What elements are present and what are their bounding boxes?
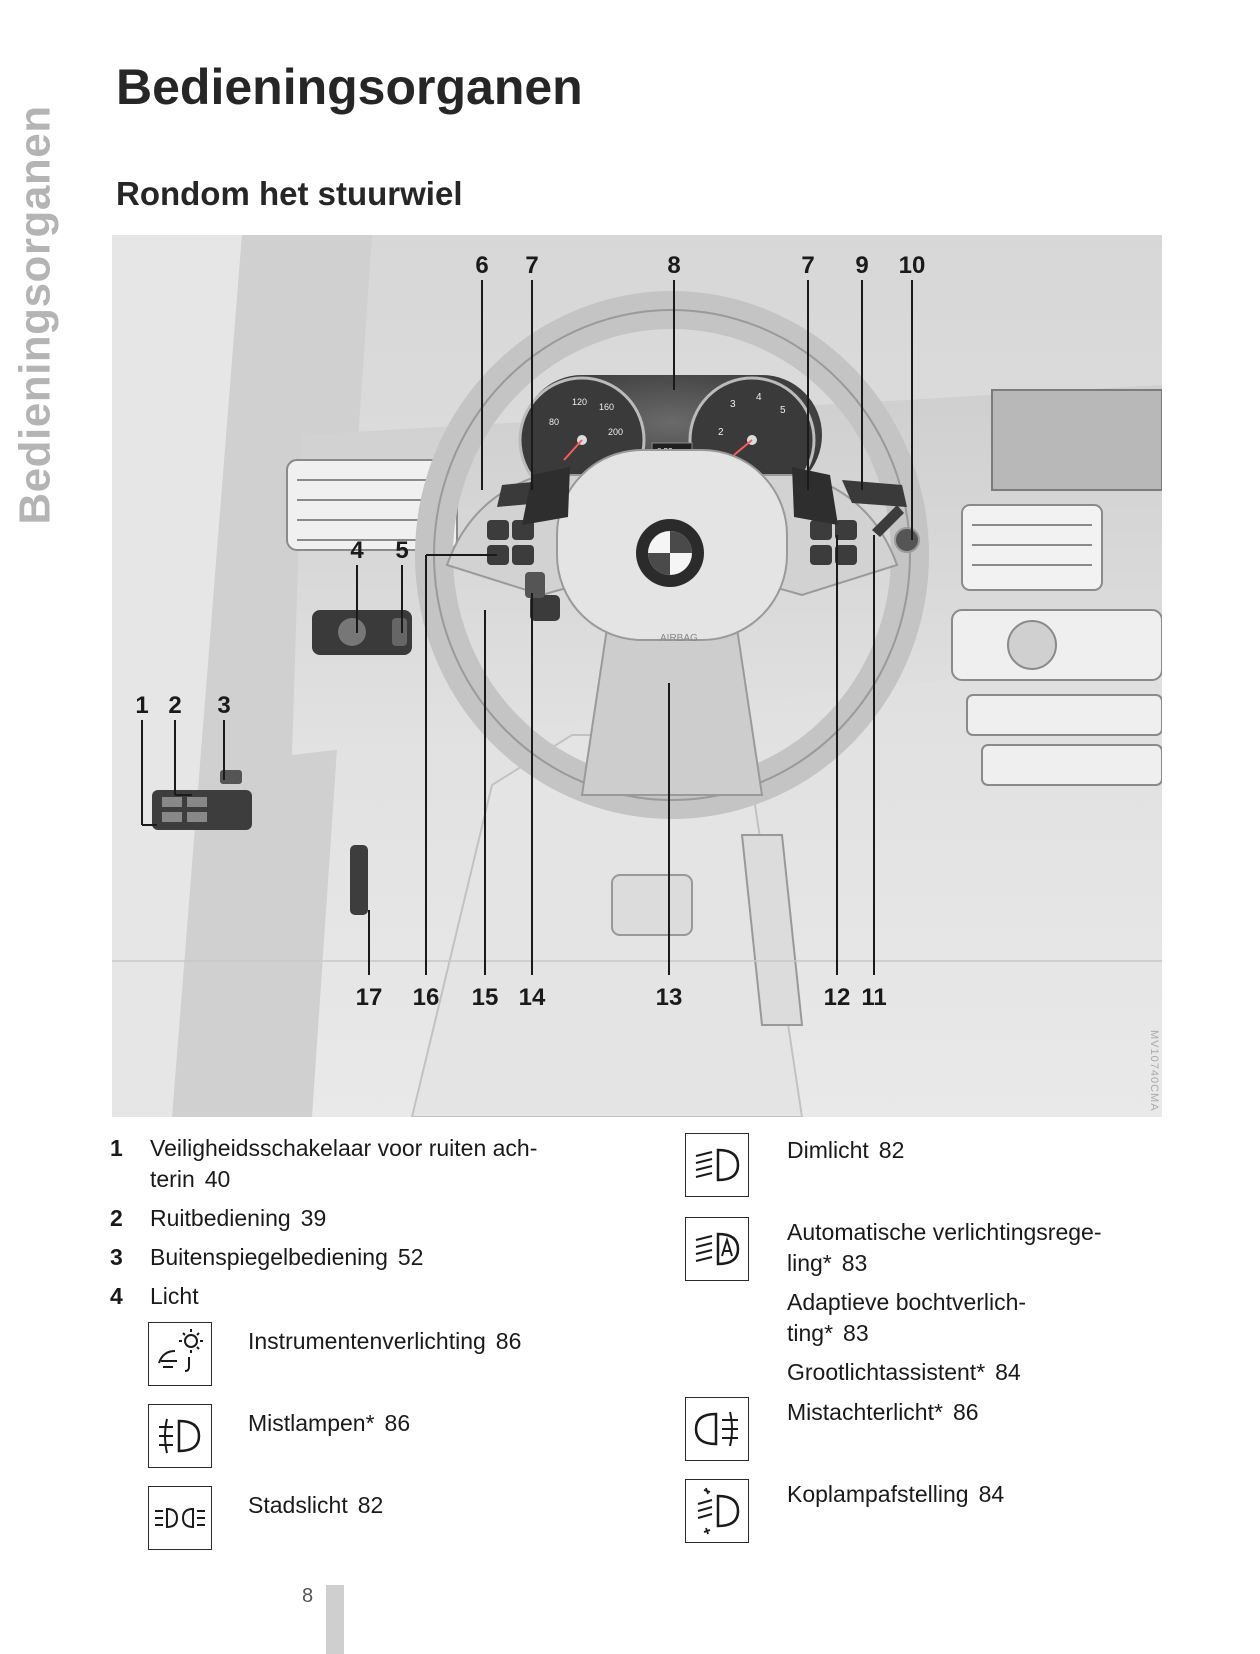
instrument-lighting-icon bbox=[148, 1322, 212, 1386]
fog-lamp-icon bbox=[148, 1404, 212, 1468]
rear-fog-lamp-icon bbox=[685, 1397, 749, 1461]
icon-label: Stadslicht bbox=[248, 1492, 348, 1518]
legend-item-4 bbox=[110, 1281, 580, 1312]
rear-fog-label: Mistachterlicht* bbox=[787, 1399, 943, 1425]
item-label: Licht bbox=[150, 1283, 199, 1309]
speedo-label: 160 bbox=[599, 402, 615, 412]
page-ref: 86 bbox=[952, 1399, 979, 1425]
page-ref: 84 bbox=[978, 1481, 1005, 1507]
dimlicht-label: Dimlicht bbox=[787, 1137, 869, 1163]
item-line: Veiligheidsschakelaar voor ruiten ach- bbox=[150, 1135, 538, 1161]
parking-light-icon bbox=[148, 1486, 212, 1550]
callout-14: 14 bbox=[518, 984, 546, 1011]
horn-button-left bbox=[525, 572, 545, 598]
adaptive-line: Adaptieve bochtverlich- bbox=[787, 1289, 1027, 1315]
callout-1: 1 bbox=[135, 692, 149, 719]
figure-code: MV10740CMA bbox=[1148, 1030, 1160, 1112]
speedo-labels: 80 bbox=[549, 417, 560, 427]
page-ref: 83 bbox=[841, 1250, 868, 1276]
brake-pedal bbox=[612, 875, 692, 935]
callout-5: 5 bbox=[395, 537, 409, 564]
icon-row-instrument-lighting bbox=[148, 1322, 580, 1404]
item-number: 3 bbox=[110, 1244, 123, 1270]
legend-item-3 bbox=[110, 1242, 580, 1273]
steering-column-adjust bbox=[530, 595, 560, 621]
page-ref: 82 bbox=[878, 1137, 905, 1163]
page-ref: 84 bbox=[995, 1359, 1021, 1385]
headlight-leveling-icon bbox=[685, 1479, 749, 1543]
speedo-label: 200 bbox=[608, 427, 624, 437]
page-number: 8 bbox=[302, 1585, 314, 1607]
tacho-label: 2 bbox=[718, 427, 724, 438]
callout-12: 12 bbox=[823, 984, 851, 1011]
callout-6: 6 bbox=[475, 252, 489, 279]
callout-8: 8 bbox=[667, 252, 681, 279]
page-ref: 52 bbox=[397, 1244, 424, 1270]
bmw-logo bbox=[636, 519, 704, 587]
item-label: Buitenspiegelbediening bbox=[150, 1244, 388, 1270]
page-ref: 82 bbox=[357, 1492, 384, 1518]
section-title: Rondom het stuurwiel bbox=[116, 175, 463, 212]
callout-16: 16 bbox=[412, 984, 440, 1011]
light-switch-panel bbox=[312, 610, 412, 655]
figure-illustration bbox=[112, 235, 1162, 1117]
auto-line: Automatische verlichtingsrege- bbox=[787, 1219, 1102, 1245]
callout-10: 10 bbox=[898, 252, 926, 279]
callout-15: 15 bbox=[471, 984, 499, 1011]
callout-11: 11 bbox=[861, 984, 887, 1011]
center-console-controls bbox=[952, 610, 1162, 785]
legend-item-1 bbox=[110, 1133, 580, 1195]
page-bar bbox=[326, 1585, 344, 1654]
auto-line: ling* bbox=[787, 1250, 832, 1276]
icon-row-parking-light bbox=[148, 1486, 580, 1568]
callout-7: 7 bbox=[525, 252, 539, 279]
page-title: Bedieningsorganen bbox=[116, 59, 583, 115]
start-stop-button bbox=[895, 528, 919, 552]
center-display bbox=[992, 390, 1162, 490]
icon-label: Instrumentenverlichting bbox=[248, 1328, 486, 1354]
steering-wheel-figure bbox=[112, 235, 1162, 1117]
item-label: Ruitbediening bbox=[150, 1205, 291, 1231]
tacho-label: 4 bbox=[756, 392, 762, 403]
right-air-vent bbox=[962, 505, 1102, 590]
leveling-label: Koplampafstelling bbox=[787, 1481, 969, 1507]
airbag-label: AIRBAG bbox=[660, 633, 698, 644]
low-beam-icon bbox=[685, 1133, 749, 1197]
callout-2: 2 bbox=[168, 692, 182, 719]
item-number: 1 bbox=[110, 1135, 123, 1161]
item-line: terin bbox=[150, 1166, 195, 1192]
legend-item-2 bbox=[110, 1203, 580, 1234]
callout-9: 9 bbox=[855, 252, 869, 279]
page-ref: 86 bbox=[495, 1328, 522, 1354]
page-ref: 40 bbox=[204, 1166, 231, 1192]
tacho-label: 5 bbox=[780, 405, 786, 416]
tacho-label: 3 bbox=[730, 399, 736, 410]
page-ref: 39 bbox=[300, 1205, 327, 1231]
page-ref: 86 bbox=[384, 1410, 411, 1436]
auto-headlight-icon bbox=[685, 1217, 749, 1281]
side-tab bbox=[6, 70, 66, 560]
hood-release-lever bbox=[350, 845, 368, 915]
item-number: 2 bbox=[110, 1205, 123, 1231]
side-tab-label: Bedieningsorganen bbox=[11, 105, 60, 525]
legend-left bbox=[110, 1133, 580, 1568]
page-ref: 83 bbox=[843, 1320, 869, 1346]
callout-3: 3 bbox=[217, 692, 231, 719]
callout-7-right: 7 bbox=[801, 252, 815, 279]
icon-row-fog-lamps bbox=[148, 1404, 580, 1486]
adaptive-line: ting* bbox=[787, 1320, 834, 1346]
speedo-label: 120 bbox=[572, 397, 588, 407]
callout-13: 13 bbox=[655, 984, 683, 1011]
callout-4: 4 bbox=[350, 537, 364, 564]
icon-label: Mistlampen* bbox=[248, 1410, 375, 1436]
callout-17: 17 bbox=[355, 984, 383, 1011]
item-text bbox=[110, 1133, 580, 1195]
item-number: 4 bbox=[110, 1283, 123, 1309]
highbeam-label: Grootlichtassistent* bbox=[787, 1359, 986, 1385]
